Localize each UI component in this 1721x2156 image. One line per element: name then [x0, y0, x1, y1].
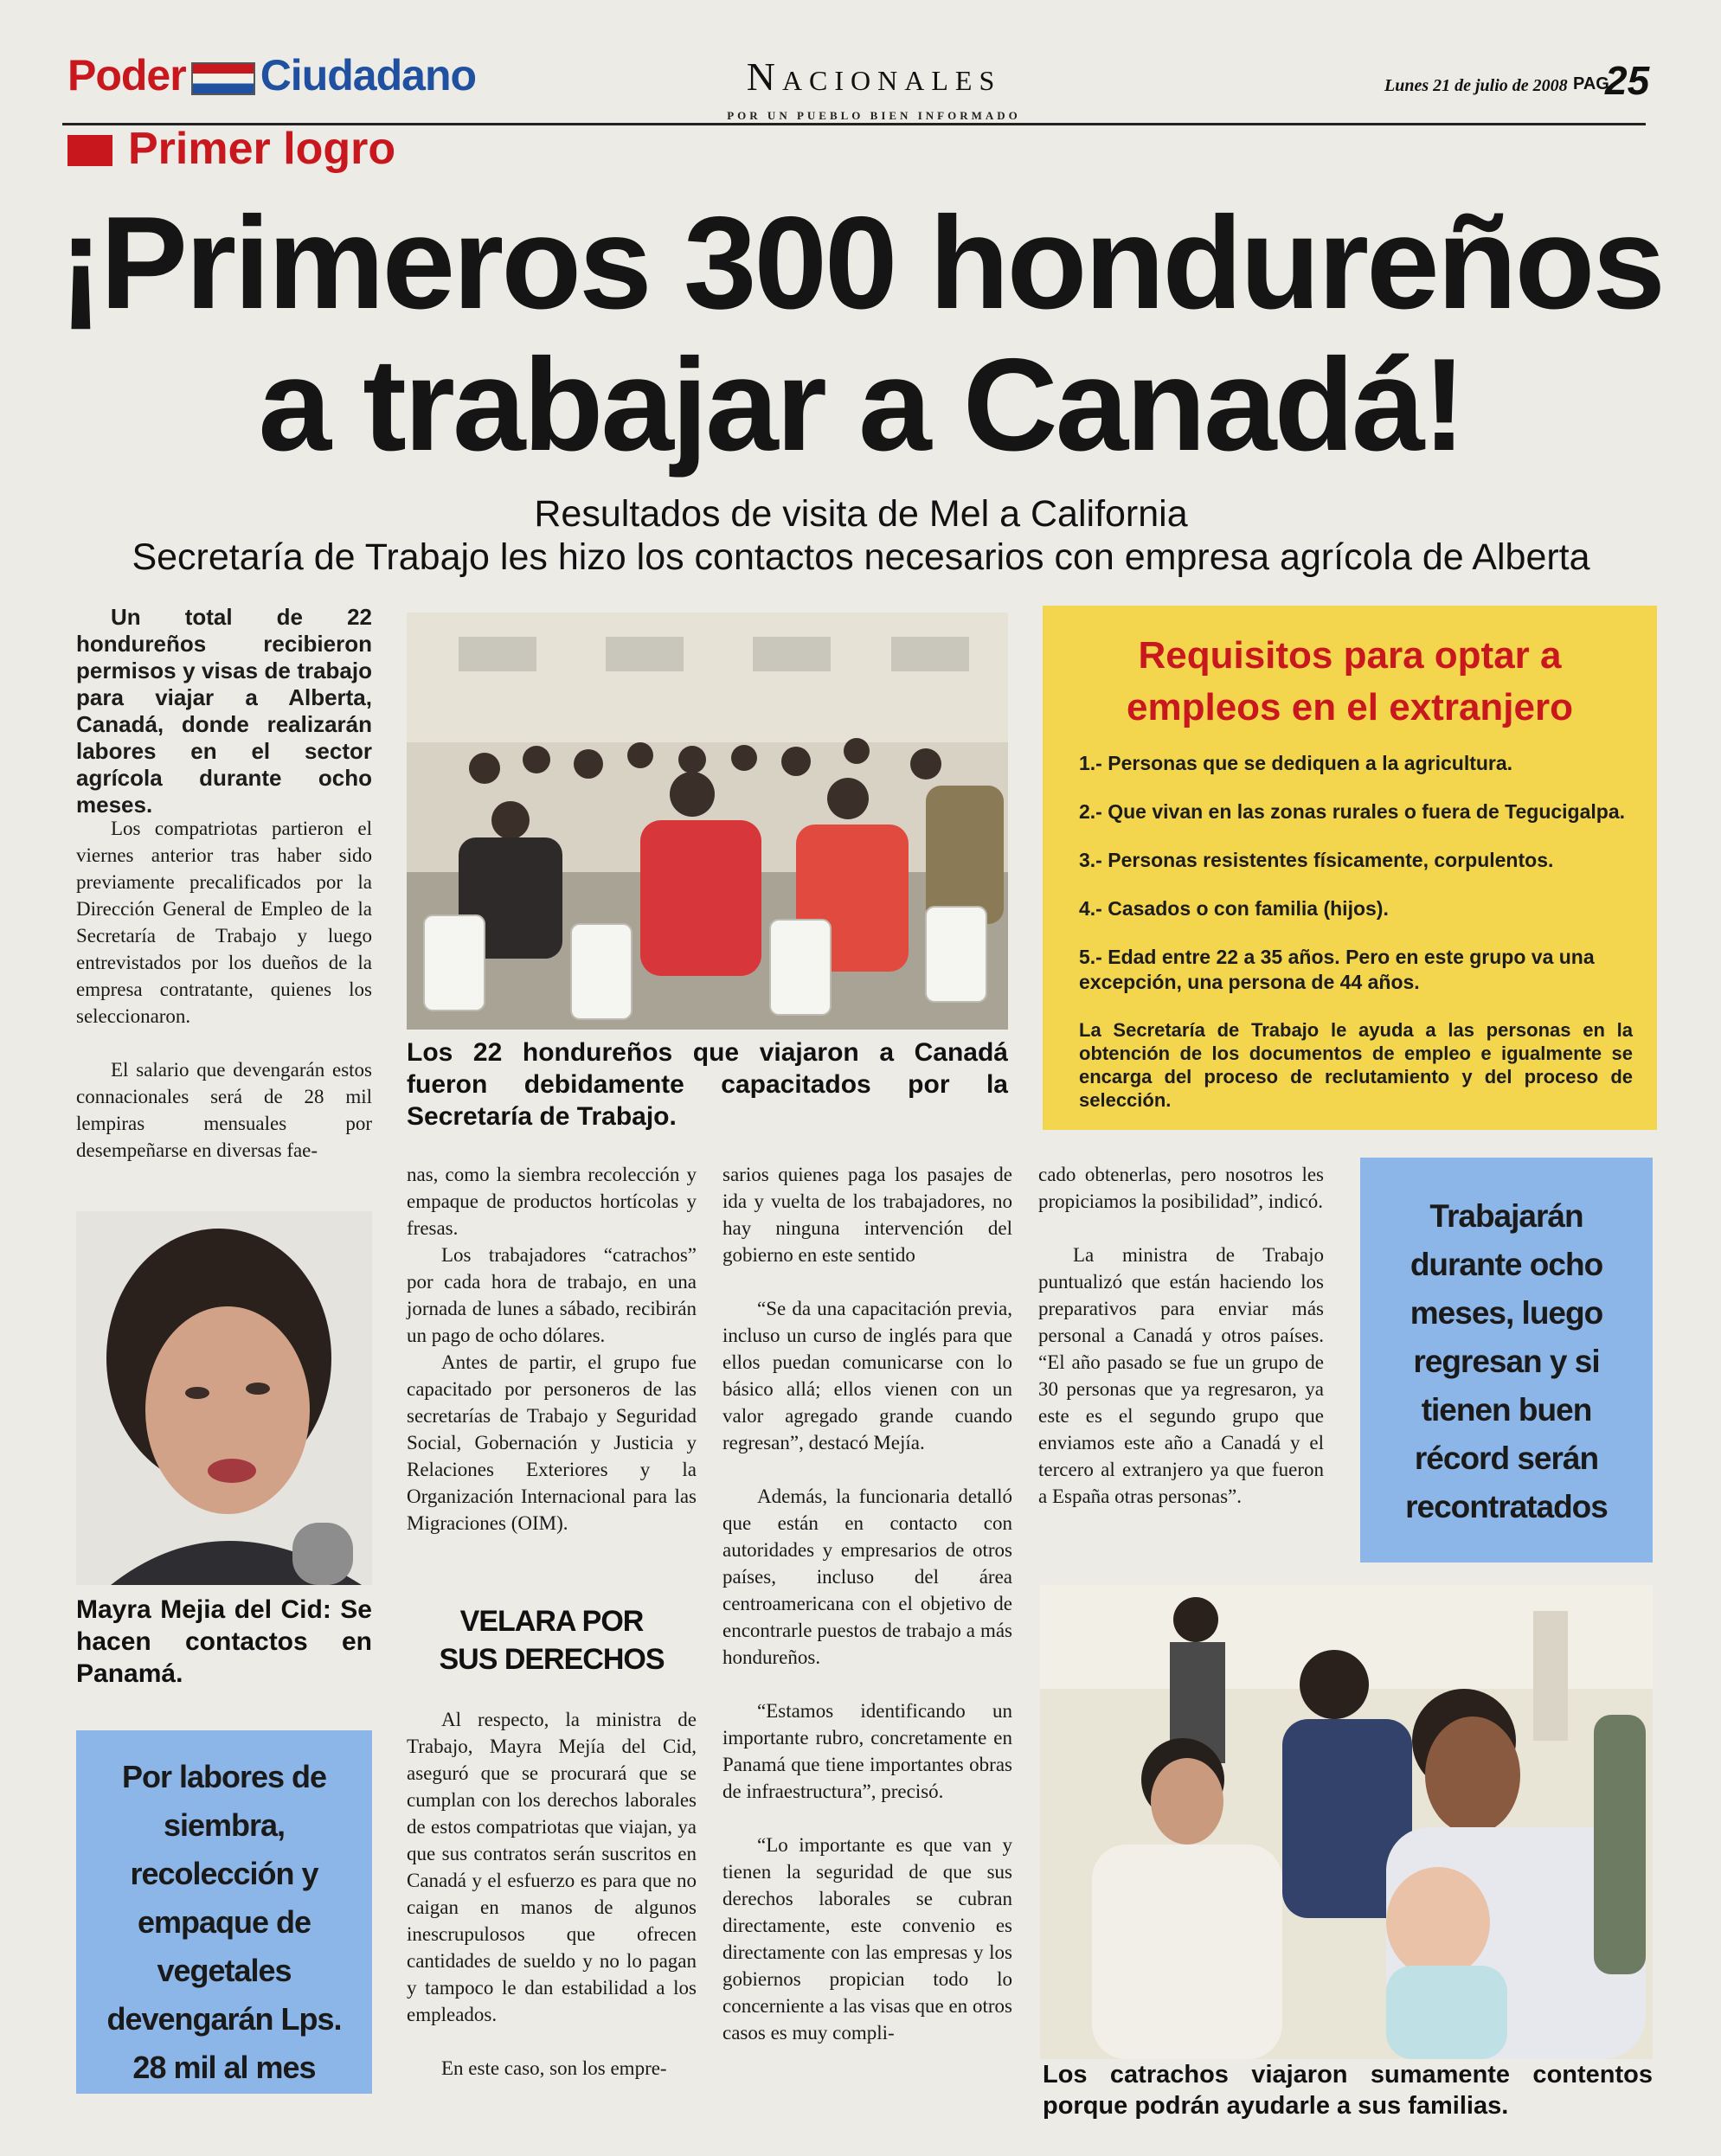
- photo-trainees: [407, 613, 1008, 1030]
- subhead-1: Resultados de visita de Mel a California: [534, 493, 1188, 535]
- paragraph: Además, la funcionaria detalló que están en contacto con autoridades y empresarios de otros países, incluso del área centroamericana con el objetivo de encontrarle puestos de trabajo a más hondureños.: [722, 1485, 1012, 1668]
- column-3: [722, 1161, 1012, 2046]
- paragraph: La ministra de Trabajo puntualizó que están haciendo los preparativos para enviar más personal a Canadá y otros países. “El año pasado se fue un grupo de 30 personas que ya regresaron, ya este es el segundo grupo que enviamos este año a Canadá y el tercero al extranjero ya que fueron a España otras personas”.: [1038, 1244, 1324, 1507]
- masthead-logo: [67, 50, 476, 100]
- photo-family: [1040, 1585, 1653, 2059]
- family-illustration: [1040, 1585, 1653, 2059]
- paragraph: “Se da una capacitación previa, incluso un curso de inglés para que ellos puedan comunicarse con lo básico allá; ellos vienen con un valor agregado grande cuando regresan”, destacó Mejía.: [722, 1298, 1012, 1453]
- column-1: [76, 815, 372, 1164]
- column-2: [407, 1161, 697, 1537]
- requirements-list: [1067, 751, 1633, 995]
- page-label: PAG: [1573, 74, 1609, 93]
- column-4: [1038, 1161, 1324, 1510]
- lead-paragraph: [76, 604, 372, 818]
- issue-date: Lunes 21 de julio de 2008: [1384, 76, 1568, 95]
- kicker-square-icon: [67, 135, 112, 166]
- caption-portrait: Mayra Mejia del Cid: Se hacen contactos en Panamá.: [76, 1595, 372, 1688]
- flag-icon: [191, 62, 255, 95]
- callout-contract: [1360, 1158, 1653, 1562]
- callout-salary: [76, 1730, 372, 2094]
- paragraph: Los trabajadores “catrachos” por cada hora de trabajo, en una jornada de lunes a sábado, recibirán un pago de ocho dólares.: [407, 1244, 697, 1346]
- paragraph: “Lo importante es que van y tienen la seguridad de que sus derechos laborales se cubran directamente, este convenio es directamente con las empresas y los gobiernos propician todo lo concerniente a las visas que en otros casos es muy compli-: [722, 1834, 1012, 2044]
- paragraph: nas, como la siembra recolección y empaque de productos hortícolas y fresas.: [407, 1164, 697, 1239]
- requirement-item: 1.- Personas que se dediquen a la agricultura.: [1079, 752, 1513, 774]
- section-subhead: [407, 1602, 697, 1678]
- paragraph: Antes de partir, el grupo fue capacitado por personeros de las secretarías de Trabajo y Seguridad Social, Gobernación y Justicia y Relaciones Exteriores y la Organización Internacional para las Migraciones (OIM).: [407, 1351, 697, 1534]
- column-2-continued: [407, 1706, 697, 2082]
- headline: [52, 189, 1670, 478]
- requirements-title: Requisitos para optar a empleos en el extranjero: [1127, 634, 1573, 728]
- requirement-item: 5.- Edad entre 22 a 35 años. Pero en este grupo va una excepción, una persona de 44 años.: [1079, 946, 1595, 993]
- requirement-item: 2.- Que vivan en las zonas rurales o fuera de Tegucigalpa.: [1079, 800, 1626, 823]
- paragraph: sarios quienes paga los pasajes de ida y vuelta de los trabajadores, no hay ninguna intervención del gobierno en este sentido: [722, 1164, 1012, 1266]
- page-number: 25: [1605, 58, 1650, 103]
- slogan: POR UN PUEBLO BIEN INFORMADO: [727, 109, 1021, 122]
- section-name: Nacionales: [746, 55, 1002, 99]
- paragraph: El salario que devengarán estos connacionales será de 28 mil lempiras mensuales por desempeñarse en diversas fae-: [76, 1059, 372, 1161]
- headline-line-2: a trabajar a Canadá!: [258, 331, 1464, 478]
- caption-trainees: Los 22 hondureños que viajaron a Canadá fueron debidamente capacitados por la Secretaría de Trabajo.: [407, 1038, 1008, 1131]
- paragraph: “Estamos identificando un importante rubro, concretamente en Panamá que tiene importantes obras de infraestructura”, precisó.: [722, 1700, 1012, 1802]
- logo-poder: Poder: [67, 51, 186, 99]
- trainees-illustration: [407, 613, 1008, 1030]
- paragraph: En este caso, son los empre-: [441, 2057, 667, 2079]
- portrait-illustration: [76, 1211, 372, 1585]
- subhead-line-2: SUS DERECHOS: [439, 1643, 665, 1676]
- caption-family: Los catrachos viajaron sumamente contentos porque podrán ayudarle a sus familias.: [1043, 2061, 1653, 2120]
- requirement-item: 3.- Personas resistentes físicamente, corpulentos.: [1079, 849, 1554, 871]
- paragraph: Los compatriotas partieron el viernes anterior tras haber sido previamente precalificados por la Dirección General de Empleo de la Secretaría de Trabajo y luego entrevistados por los dueños de la empresa contratante, quienes los seleccionaron.: [76, 818, 372, 1027]
- logo-ciudadano: Ciudadano: [260, 51, 477, 99]
- paragraph: Al respecto, la ministra de Trabajo, Mayra Mejía del Cid, aseguró que se procurará que se cumplan con los derechos laborales de estos compatriotas que viajan, ya que sus contratos serán suscritos en Canadá y el esfuerzo es para que no caigan en manos de algunos inescrupulosos que ofrecen cantidades de sueldo y no lo pagan y tampoco le dan estabilidad a los empleados.: [407, 1709, 697, 2025]
- requirements-note: La Secretaría de Trabajo le ayuda a las personas en la obtención de los documentos de empleo e igualmente se encarga del proceso de reclutamiento y del proceso de selección.: [1079, 1019, 1633, 1111]
- subhead-2: Secretaría de Trabajo les hizo los contactos necesarios con empresa agrícola de Alberta: [132, 536, 1590, 578]
- paragraph: cado obtenerlas, pero nosotros les propiciamos la posibilidad”, indicó.: [1038, 1164, 1324, 1212]
- callout-contract-text: Trabajarán durante ocho meses, luego regresan y si tienen buen récord serán recontratados: [1405, 1198, 1608, 1524]
- lead-text: Un total de 22 hondureños recibieron permisos y visas de trabajo para viajar a Alberta, Canadá, donde realizarán labores en el sector agrícola durante ocho meses.: [76, 604, 372, 818]
- headline-line-1: ¡Primeros 300 hondureños: [59, 189, 1663, 337]
- photo-portrait: [76, 1211, 372, 1585]
- requirement-item: 4.- Casados o con familia (hijos).: [1079, 897, 1389, 920]
- subhead-line-1: VELARA POR: [459, 1605, 644, 1638]
- callout-salary-text: Por labores de siembra, recolección y empaque de vegetales devengarán Lps. 28 mil al mes: [106, 1759, 342, 2085]
- requirements-box: [1043, 606, 1657, 1130]
- kicker: Primer logro: [128, 124, 396, 174]
